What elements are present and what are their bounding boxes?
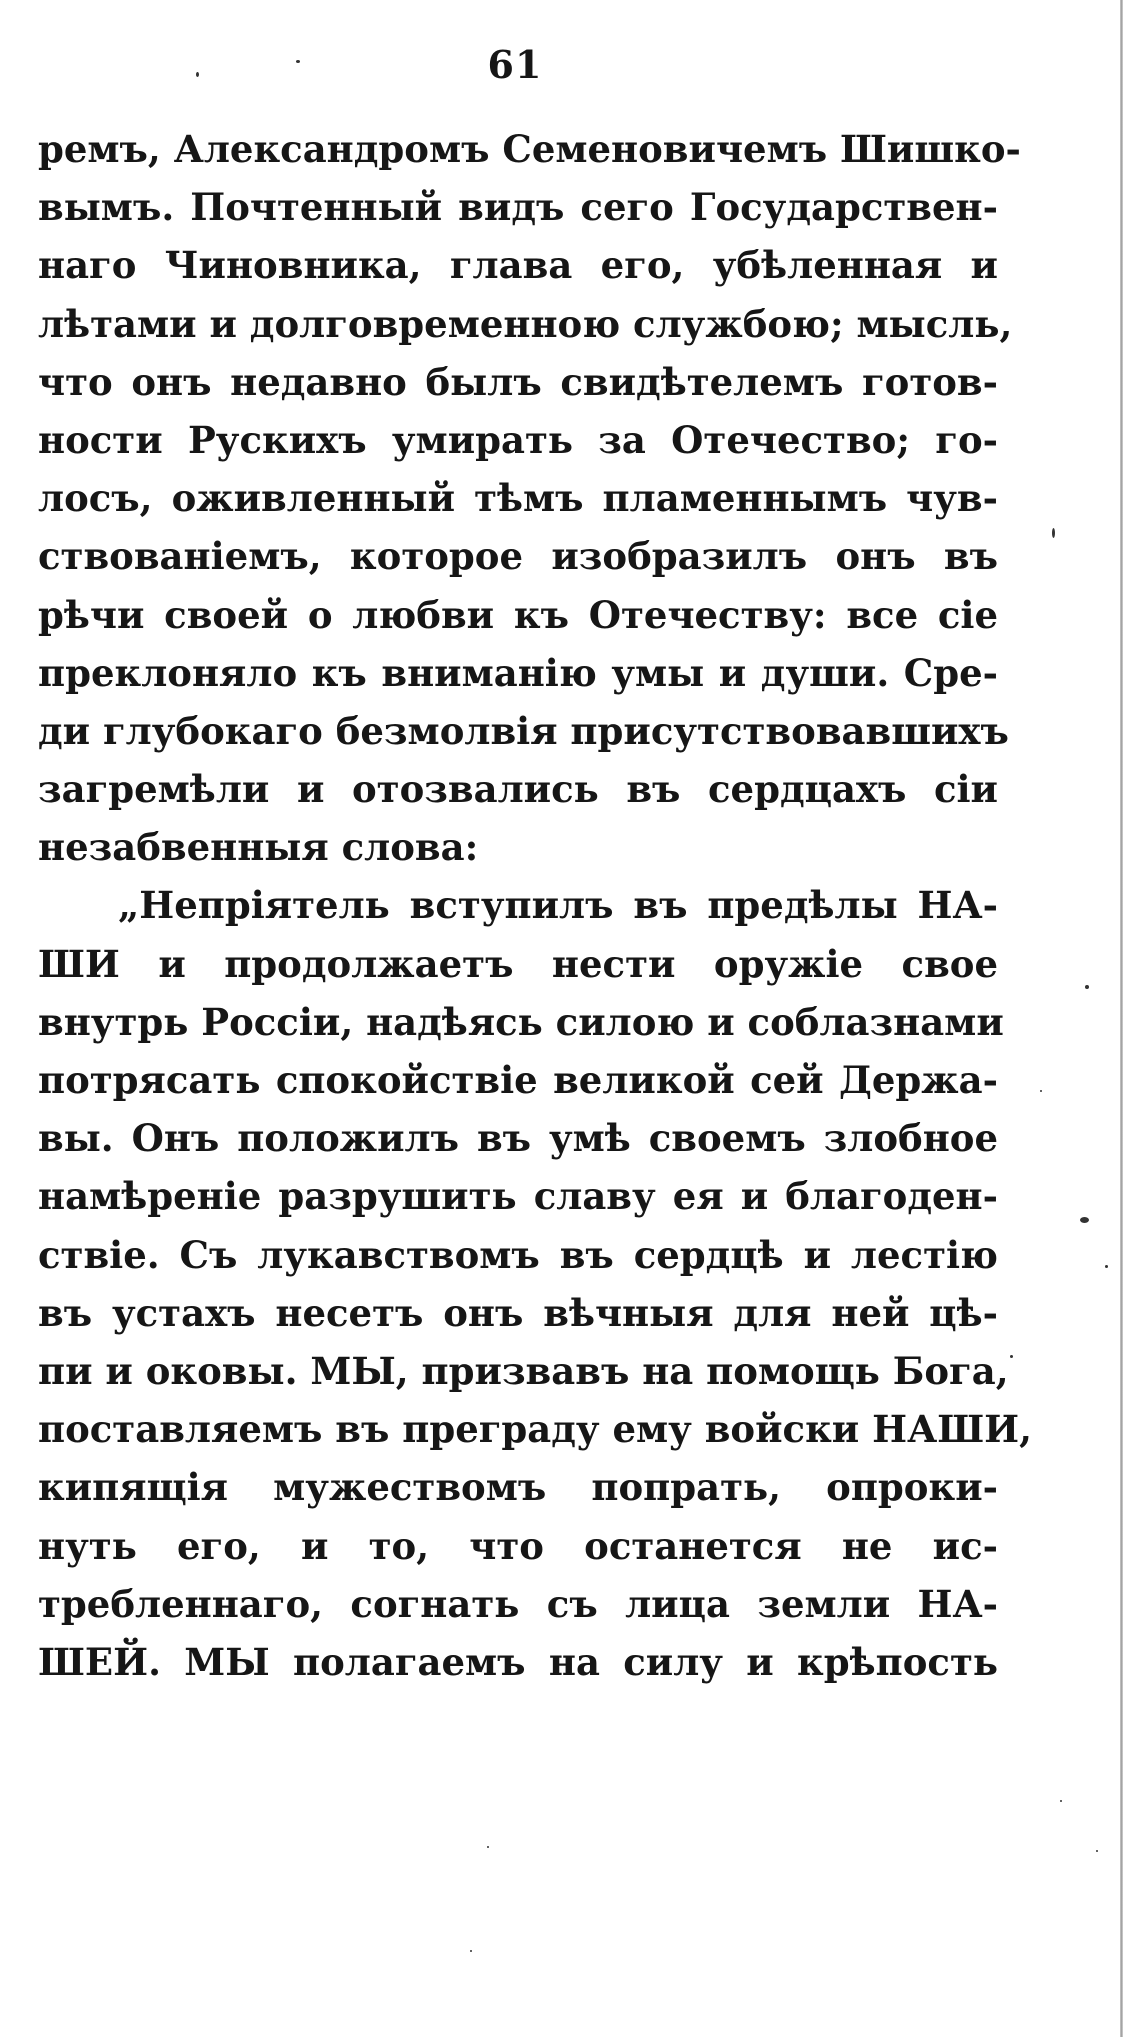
text-line: незабвенныя слова: xyxy=(38,825,479,870)
scan-speck xyxy=(1040,1090,1042,1092)
text-line: преклоняло къ вниманію умы и души. Сре- xyxy=(38,650,998,695)
scan-speck xyxy=(1052,528,1055,538)
text-line: поставляемъ въ преграду ему войски НАШИ, xyxy=(38,1407,1032,1452)
text-line: кипящія мужествомъ попрать, опроки- xyxy=(38,1465,998,1510)
scan-speck xyxy=(1096,1850,1098,1852)
scan-speck xyxy=(1085,985,1089,989)
text-line: внутрь Россіи, надѣясь силою и соблазнами xyxy=(38,999,1004,1044)
text-line: „Непріятель вступилъ въ предѣлы НА- xyxy=(118,883,998,928)
scan-speck xyxy=(196,72,199,77)
text-line: вы. Онъ положилъ въ умѣ своемъ злобное xyxy=(38,1116,998,1161)
text-line: требленнаго, согнать съ лица земли НА- xyxy=(38,1581,998,1626)
text-line: что онъ недавно былъ свидѣтелемъ готов- xyxy=(38,359,998,404)
text-line: ствіе. Съ лукавствомъ въ сердцѣ и лестію xyxy=(38,1232,998,1277)
text-line: въ устахъ несетъ онъ вѣчныя для ней цѣ- xyxy=(38,1290,998,1335)
paragraph-2 xyxy=(38,876,1032,1691)
page-edge xyxy=(1120,0,1123,2037)
text-line: ности Рускихъ умирать за Отечество; го- xyxy=(38,417,998,462)
body-text xyxy=(38,120,1032,1691)
text-line: вымъ. Почтенный видъ сего Государствен- xyxy=(38,185,998,230)
text-line: наго Чиновника, глава его, убѣленная и xyxy=(38,243,998,288)
text-line: ствованіемъ, которое изобразилъ онъ въ xyxy=(38,534,998,579)
scan-speck xyxy=(1060,1800,1062,1802)
text-line: ШЕЙ. МЫ полагаемъ на силу и крѣпость xyxy=(38,1639,998,1684)
scan-speck xyxy=(487,1846,489,1848)
text-line: намѣреніе разрушить славу ея и благоден- xyxy=(38,1174,998,1219)
scan-speck xyxy=(1105,1265,1108,1268)
text-line: лѣтами и долговременною службою; мысль, xyxy=(38,301,1013,346)
text-line: ремъ, Александромъ Семеновичемъ Шишко- xyxy=(38,127,1021,171)
text-line: рѣчи своей о любви къ Отечеству: все сіе xyxy=(38,592,998,637)
text-line: ди глубокаго безмолвія присутствовавшихъ xyxy=(38,708,1009,753)
text-line: загремѣли и отозвались въ сердцахъ сіи xyxy=(38,767,998,812)
text-line: пи и оковы. МЫ, призвавъ на помощь Бога, xyxy=(38,1348,1009,1393)
paragraph-1 xyxy=(38,120,1021,876)
scan-speck xyxy=(296,60,300,63)
page-number: 61 xyxy=(487,42,543,87)
text-line: лосъ, оживленный тѣмъ пламеннымъ чув- xyxy=(38,476,998,521)
text-line: ШИ и продолжаетъ нести оружіе свое xyxy=(38,941,998,986)
scan-speck xyxy=(1080,1217,1089,1223)
scan-speck xyxy=(470,1950,472,1952)
text-line: потрясать спокойствіе великой сей Держа- xyxy=(38,1058,998,1102)
scan-speck xyxy=(1010,1355,1013,1358)
text-line: нуть его, и то, что останется не ис- xyxy=(38,1523,998,1568)
